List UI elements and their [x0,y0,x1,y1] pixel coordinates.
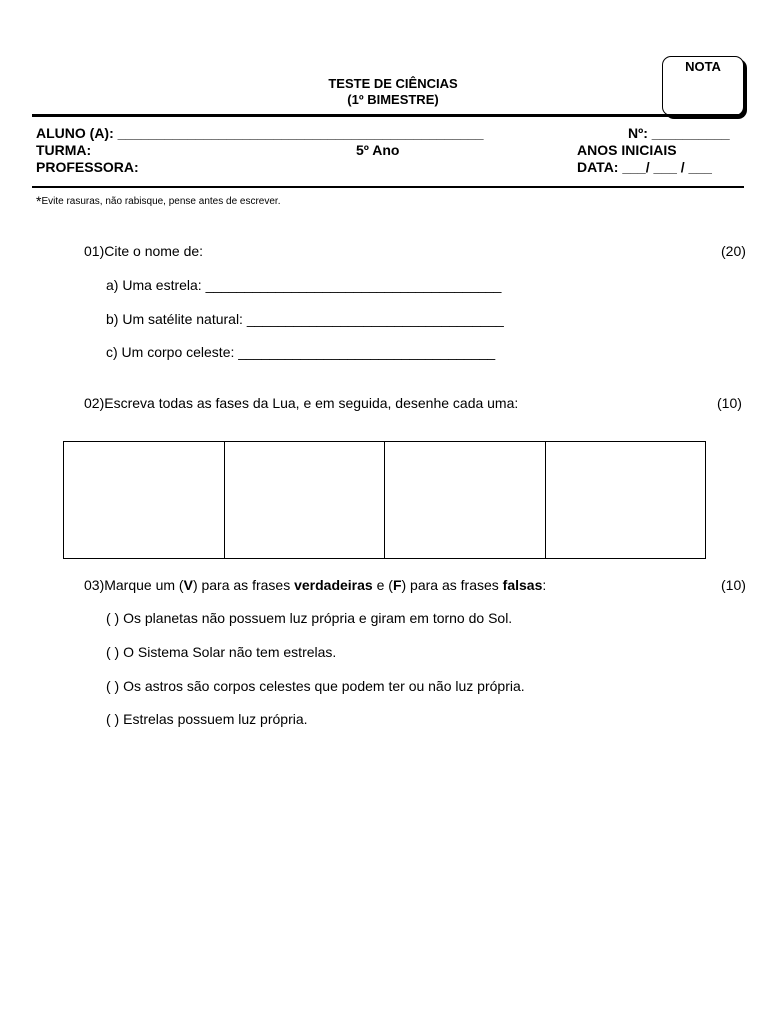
q3-prompt-part: ) para as frases [401,577,503,593]
turma-field: TURMA: [36,142,92,158]
data-field: DATA: ___/ ___ / ___ [577,159,712,175]
q1-item-c: c) Um corpo celeste: _________________________________ [106,344,496,360]
aluno-field: ALUNO (A): _______________________________________________ [36,125,484,141]
subtitle-text: (1º BIMESTRE) [347,92,439,107]
info-divider [32,186,744,188]
q3-prompt-part: : [542,577,547,593]
page-title [0,76,768,108]
nota-box [662,56,744,116]
q3-falsas-word: falsas [502,577,543,593]
q3-statement: ( ) O Sistema Solar não tem estrelas. [106,644,337,660]
q3-statement: ( ) Estrelas possuem luz própria. [106,711,308,727]
q1-prompt: 01)Cite o nome de: [84,243,204,259]
q3-points: (10) [721,577,746,593]
title-text: TESTE DE CIÊNCIAS [328,76,458,91]
instruction-note [36,193,280,209]
q1-item-a: a) Uma estrela: ______________________________________ [106,277,502,293]
ano-label: 5º Ano [356,142,400,158]
moon-phase-cell[interactable] [64,442,225,558]
q3-prompt-part: ) para as frases [192,577,295,593]
q3-prompt [84,577,546,593]
q3-v-letter: V [183,577,193,593]
q3-statement: ( ) Os planetas não possuem luz própria e giram em torno do Sol. [106,610,513,626]
moon-phase-grid [63,441,706,559]
q3-verdadeiras-word: verdadeiras [294,577,373,593]
q1-points: (20) [721,243,746,259]
anos-iniciais-label: ANOS INICIAIS [577,142,677,158]
q3-statement: ( ) Os astros são corpos celestes que podem ter ou não luz própria. [106,678,525,694]
moon-phase-cell[interactable] [546,442,706,558]
q2-points: (10) [717,395,742,411]
header-divider [32,114,744,117]
professora-field: PROFESSORA: [36,159,139,175]
q3-f-letter: F [392,577,402,593]
moon-phase-cell[interactable] [225,442,386,558]
numero-field: Nº: __________ [628,125,730,141]
q2-prompt: 02)Escreva todas as fases da Lua, e em seguida, desenhe cada uma: [84,395,519,411]
q1-item-b: b) Um satélite natural: _________________________________ [106,311,504,327]
q3-prompt-part: e ( [372,577,393,593]
q3-prompt-part: 03)Marque um ( [84,577,184,593]
nota-label: NOTA [685,59,721,74]
note-text: Evite rasuras, não rabisque, pense antes de escrever. [41,196,281,207]
note-star: * [36,193,42,209]
moon-phase-cell[interactable] [385,442,546,558]
